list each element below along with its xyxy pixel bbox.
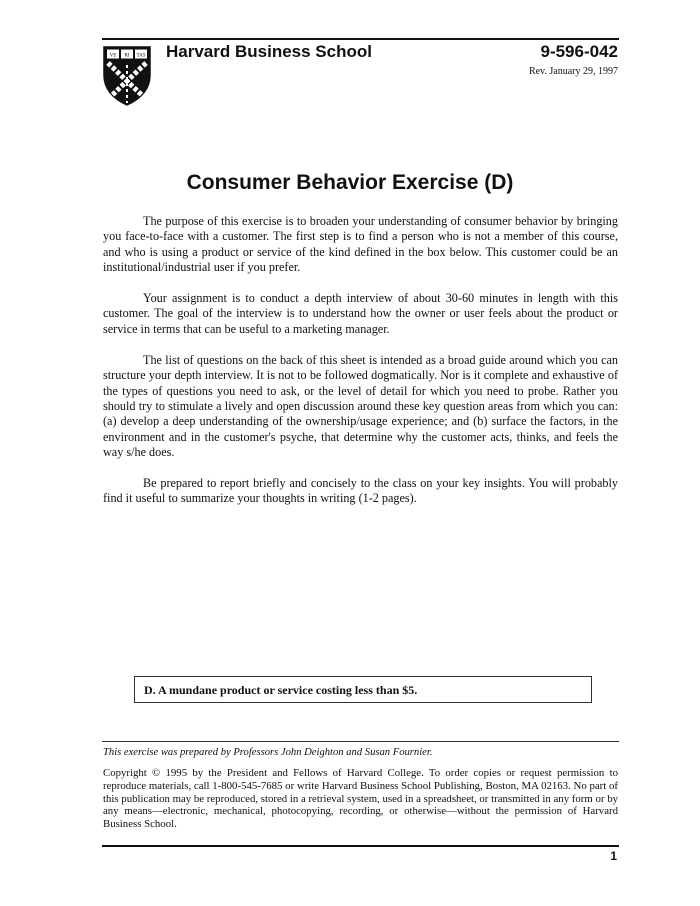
document-number: 9-596-042	[540, 42, 618, 61]
paragraph-purpose: The purpose of this exercise is to broaden your understanding of consumer behavior by bringing you face-to-face with a customer. The first step is to find a person who is not a member of this course, and who is using a product or service of the kind defined in the box below. This customer could be an institutional/industrial user if you prefer.	[103, 214, 618, 274]
shield-text-ri: RI	[124, 53, 130, 59]
prepared-by-note: This exercise was prepared by Professors John Deighton and Susan Fournier.	[103, 747, 433, 758]
body-text	[103, 214, 618, 523]
copyright-notice: Copyright © 1995 by the President and Fellows of Harvard College. To order copies or request permission to reproduce materials, call 1-800-545-7685 or write Harvard Business School Publishing, Boston, MA 02163. No part of this publication may be reproduced, stored in a retrieval system, used in a spreadsheet, or transmitted in any form or by any means—electronic, mechanical, photocopying, recording, or otherwise—without the permission of Harvard Business School.	[103, 767, 618, 831]
paragraph-report: Be prepared to report briefly and concisely to the class on your key insights. You will probably find it useful to summarize your thoughts in writing (1-2 pages).	[103, 476, 618, 506]
hbs-shield-logo	[102, 45, 152, 107]
shield-text-ve: VE	[109, 53, 117, 59]
product-definition-box	[134, 676, 592, 703]
bottom-rule	[102, 845, 619, 847]
footer-rule	[102, 741, 619, 742]
header-rule	[102, 38, 619, 40]
page-title: Consumer Behavior Exercise (D)	[186, 171, 514, 194]
school-name: Harvard Business School	[166, 42, 372, 61]
shield-text-tas: TAS	[136, 53, 146, 59]
page-number: 1	[610, 849, 617, 863]
product-definition-text: D. A mundane product or service costing less than $5.	[144, 683, 418, 697]
paragraph-questions: The list of questions on the back of this sheet is intended as a broad guide around which you can structure your depth interview. It is not to be followed dogmatically. Nor is it complete and exhaustive of the types of questions you need to ask, or the level of detail for which you need to probe. Rather you should try to stimulate a lively and open discussion around these key question areas from which you can: (a) develop a deep understanding of the ownership/usage experience; and (b) surface the factors, in the environment and in the customer's psyche, that determine why the customer acts, thinks, and feels the way s/he does.	[103, 353, 618, 459]
revision-date: Rev. January 29, 1997	[528, 66, 618, 77]
paragraph-assignment: Your assignment is to conduct a depth interview of about 30-60 minutes in length with this customer. The goal of the interview is to understand how the owner or user feels about the product or service in terms that can be useful to a marketing manager.	[103, 291, 618, 336]
